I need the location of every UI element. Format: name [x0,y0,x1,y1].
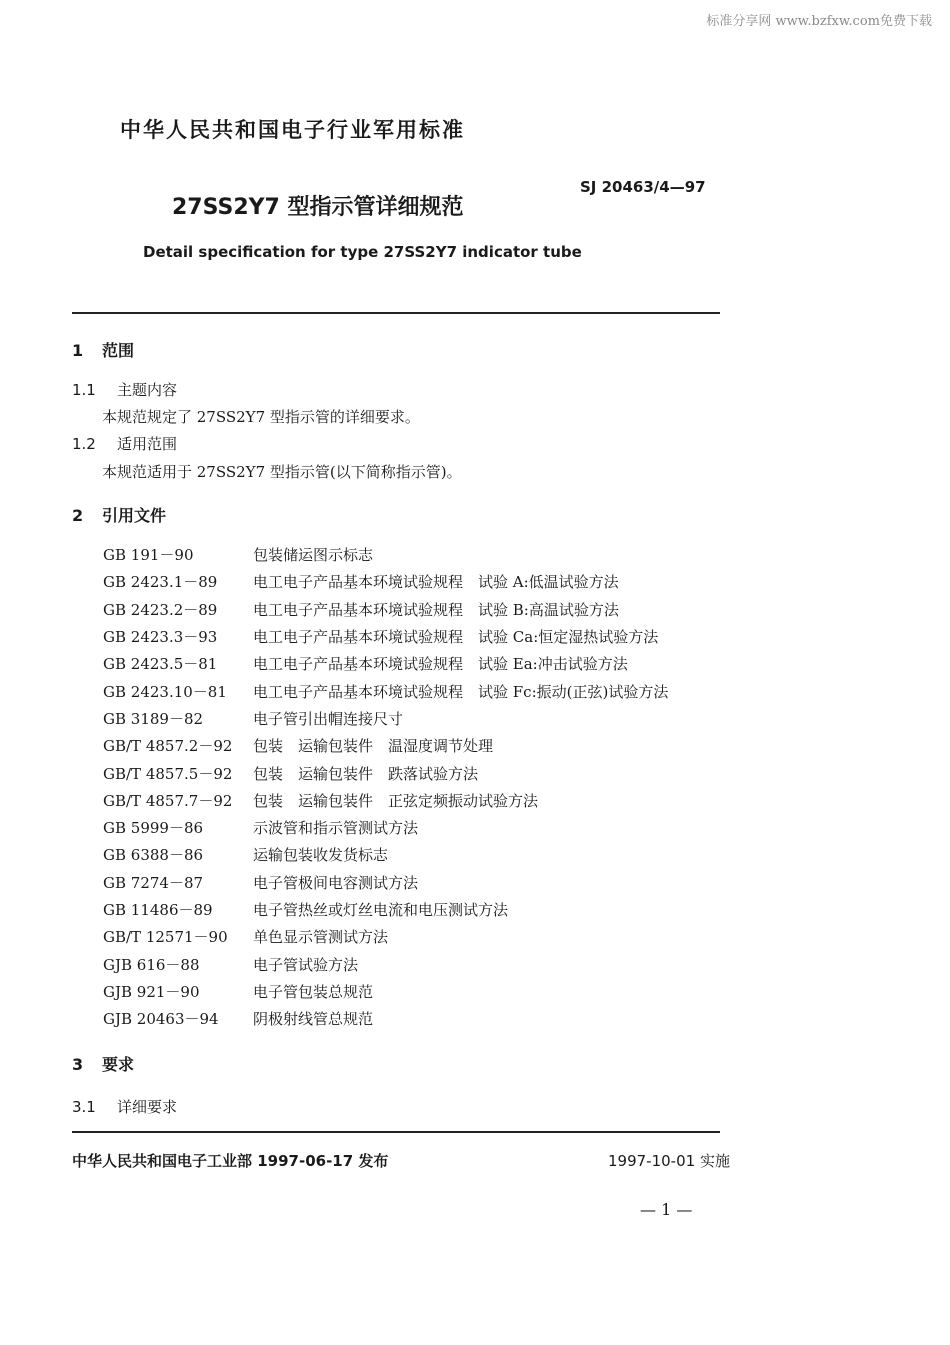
reference-item [103,869,668,896]
section-number: 3 [72,1055,84,1074]
reference-code: GJB 616－88 [103,955,200,974]
english-title: Detail specification for type 27SS2Y7 indicator tube [143,243,582,261]
reference-title: 电子管包装总规范 [253,982,374,1001]
section-3-heading [72,1052,134,1075]
reference-item [103,787,668,814]
reference-title: 电工电子产品基本环境试验规程 试验 A:低温试验方法 [253,573,619,592]
subsection-title: 详细要求 [117,1098,178,1116]
page-number: — 1 — [640,1200,693,1219]
reference-code: GJB 921－90 [103,982,200,1001]
reference-item [103,950,668,977]
reference-code: GB 6388－86 [103,846,204,865]
reference-item [103,978,668,1005]
reference-code: GB/T 4857.7－92 [103,791,233,810]
reference-code: GB/T 12571－90 [103,928,228,947]
reference-title: 电工电子产品基本环境试验规程 试验 Ca:恒定湿热试验方法 [253,628,659,647]
reference-code: GB 5999－86 [103,819,204,838]
subsection-number: 3.1 [72,1098,96,1116]
reference-title: 电子管试验方法 [253,955,359,974]
reference-code: GB/T 4857.5－92 [103,764,233,783]
reference-title: 电工电子产品基本环境试验规程 试验 Fc:振动(正弦)试验方法 [253,682,669,701]
document-title: 27SS2Y7 型指示管详细规范 [172,195,464,220]
reference-title: 运输包装收发货标志 [253,846,389,865]
reference-title: 包装 运输包装件 正弦定频振动试验方法 [253,791,539,810]
reference-title: 包装 运输包装件 温湿度调节处理 [253,737,494,756]
subsection-3-1-heading [72,1096,177,1117]
header-divider [72,312,720,314]
section-title: 范围 [102,341,135,360]
reference-list [103,541,668,1032]
reference-item [103,732,668,759]
reference-item [103,923,668,950]
issuer-statement: 中华人民共和国电子工业部 1997-06-17 发布 [72,1152,389,1170]
reference-item [103,650,668,677]
subsection-1-1-heading [72,379,177,400]
reference-code: GB 2423.1－89 [103,573,218,592]
reference-title: 电工电子产品基本环境试验规程 试验 B:高温试验方法 [253,600,619,619]
subsection-number: 1.2 [72,435,96,453]
reference-item [103,814,668,841]
subsection-1-2-heading [72,433,177,454]
reference-item [103,841,668,868]
reference-code: GB 7274－87 [103,873,204,892]
reference-item [103,568,668,595]
reference-title: 电子管热丝或灯丝电流和电压测试方法 [253,901,509,919]
watermark: 标准分享网 www.bzfxw.com免费下载 [706,14,932,29]
reference-item [103,541,668,568]
reference-code: GB 3189－82 [103,709,204,728]
standard-title: 中华人民共和国电子行业军用标准 [120,118,465,142]
reference-title: 示波管和指示管测试方法 [253,819,419,838]
reference-code: GB 2423.3－93 [103,628,218,647]
standard-code: SJ 20463/4—97 [580,178,706,196]
subsection-title: 主题内容 [117,381,178,399]
reference-item [103,623,668,650]
reference-item [103,896,668,923]
reference-item [103,677,668,704]
reference-item [103,1005,668,1032]
reference-title: 阴极射线管总规范 [253,1010,374,1029]
subsection-1-1-text: 本规范规定了 27SS2Y7 型指示管的详细要求。 [102,408,420,426]
reference-title: 包装 运输包装件 跌落试验方法 [253,764,479,783]
reference-item [103,759,668,786]
reference-title: 包装储运图示标志 [253,546,374,565]
reference-code: GB 191－90 [103,546,194,565]
section-title: 要求 [102,1055,135,1074]
reference-code: GB/T 4857.2－92 [103,737,233,756]
section-2-heading [72,503,166,526]
reference-item [103,596,668,623]
reference-title: 单色显示管测试方法 [253,928,389,947]
reference-code: GB 11486－89 [103,901,213,919]
section-title: 引用文件 [102,506,167,525]
reference-item [103,705,668,732]
section-number: 1 [72,341,84,360]
reference-code: GB 2423.5－81 [103,655,218,674]
effective-date: 1997-10-01 实施 [608,1152,730,1170]
subsection-title: 适用范围 [117,435,178,453]
section-number: 2 [72,506,84,525]
subsection-1-2-text: 本规范适用于 27SS2Y7 型指示管(以下简称指示管)。 [102,463,462,481]
subsection-number: 1.1 [72,381,96,399]
reference-code: GJB 20463－94 [103,1010,219,1029]
reference-title: 电工电子产品基本环境试验规程 试验 Ea:冲击试验方法 [253,655,628,674]
reference-code: GB 2423.2－89 [103,600,218,619]
reference-code: GB 2423.10－81 [103,682,227,701]
reference-title: 电子管引出帽连接尺寸 [253,709,404,728]
footer-divider [72,1131,720,1133]
reference-title: 电子管极间电容测试方法 [253,873,419,892]
section-1-heading [72,338,134,361]
